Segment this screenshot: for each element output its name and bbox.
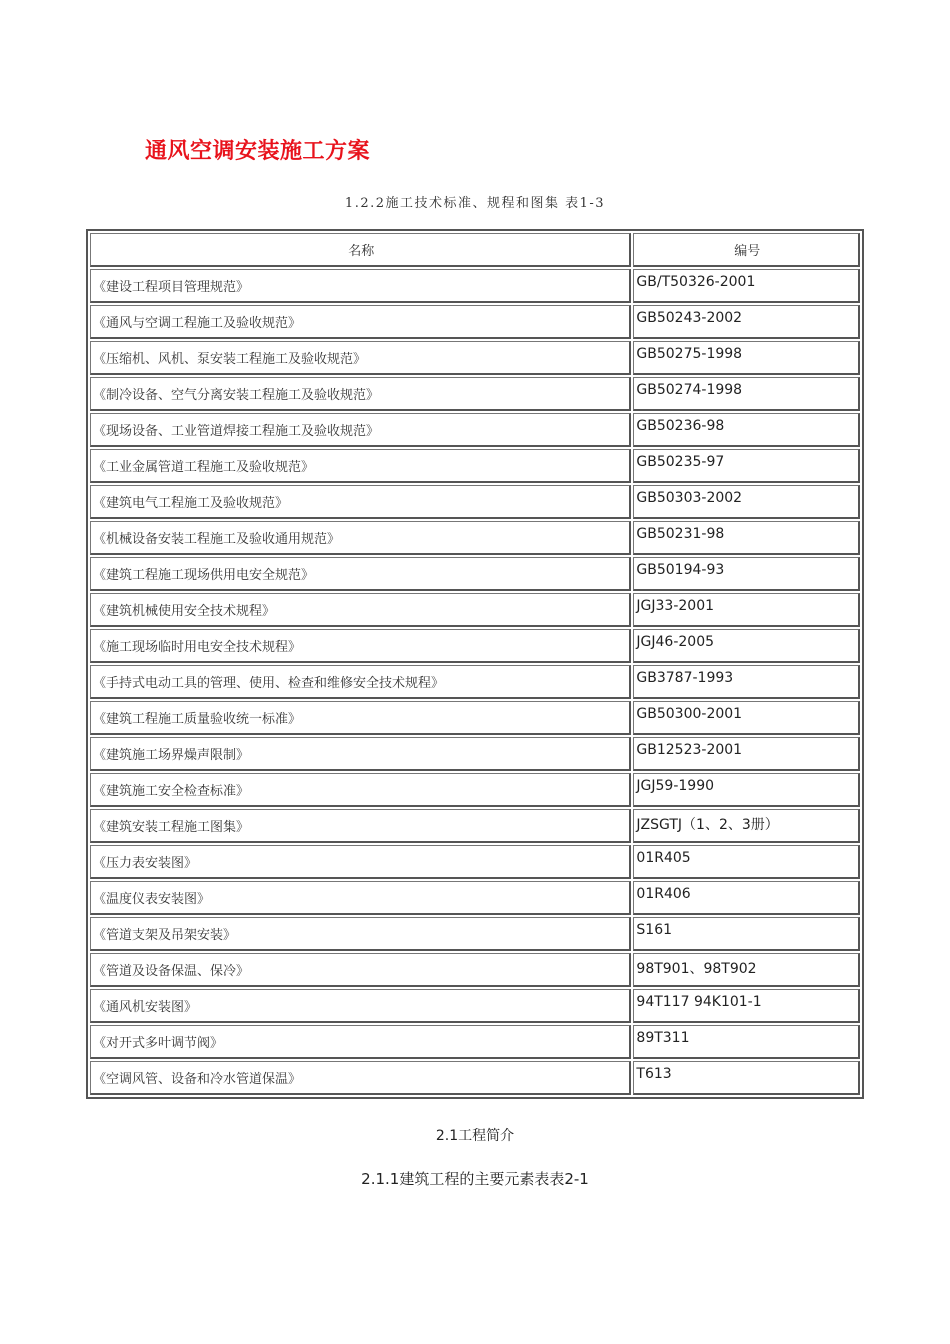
standard-name-cell: 《施工现场临时用电安全技术规程》 xyxy=(90,629,631,663)
standard-code-cell: 98T901、98T902 xyxy=(633,953,860,987)
table-row xyxy=(90,953,860,987)
standard-code-cell: GB50235-97 xyxy=(633,449,860,483)
header-name: 名称 xyxy=(90,233,631,267)
table-row xyxy=(90,341,860,375)
standard-code-cell: GB50275-1998 xyxy=(633,341,860,375)
standard-name-cell: 《压力表安装图》 xyxy=(90,845,631,879)
table-row xyxy=(90,989,860,1023)
standard-name-cell: 《建筑安装工程施工图集》 xyxy=(90,809,631,843)
standard-code-cell: 01R406 xyxy=(633,881,860,915)
standard-code-cell: GB50300-2001 xyxy=(633,701,860,735)
header-code: 编号 xyxy=(633,233,860,267)
table-row xyxy=(90,665,860,699)
table-row xyxy=(90,593,860,627)
table-row xyxy=(90,845,860,879)
standard-code-cell: GB50274-1998 xyxy=(633,377,860,411)
standard-name-cell: 《工业金属管道工程施工及验收规范》 xyxy=(90,449,631,483)
table-row xyxy=(90,881,860,915)
standard-name-cell: 《建设工程项目管理规范》 xyxy=(90,269,631,303)
table-row xyxy=(90,521,860,555)
table-row xyxy=(90,1061,860,1095)
standard-code-cell: JGJ46-2005 xyxy=(633,629,860,663)
standard-name-cell: 《建筑施工安全检查标准》 xyxy=(90,773,631,807)
standard-name-cell: 《机械设备安装工程施工及验收通用规范》 xyxy=(90,521,631,555)
section-heading: 2.1工程简介 xyxy=(435,1128,515,1144)
standard-name-cell: 《通风机安装图》 xyxy=(90,989,631,1023)
subsection-heading: 2.1.1建筑工程的主要元素表表2-1 xyxy=(361,1170,589,1188)
table-row xyxy=(90,485,860,519)
standard-code-cell: GB50236-98 xyxy=(633,413,860,447)
standard-code-cell: JGJ33-2001 xyxy=(633,593,860,627)
standard-code-cell: 89T311 xyxy=(633,1025,860,1059)
standard-code-cell: 94T117 94K101-1 xyxy=(633,989,860,1023)
table-row xyxy=(90,557,860,591)
table-row xyxy=(90,305,860,339)
standard-name-cell: 《空调风管、设备和冷水管道保温》 xyxy=(90,1061,631,1095)
table-caption: 1.2.2施工技术标准、规程和图集 表1-3 xyxy=(344,196,606,211)
standard-name-cell: 《现场设备、工业管道焊接工程施工及验收规范》 xyxy=(90,413,631,447)
standard-code-cell: GB50231-98 xyxy=(633,521,860,555)
standard-name-cell: 《温度仪表安装图》 xyxy=(90,881,631,915)
standard-name-cell: 《对开式多叶调节阀》 xyxy=(90,1025,631,1059)
standard-name-cell: 《压缩机、风机、泵安装工程施工及验收规范》 xyxy=(90,341,631,375)
standard-code-cell: 01R405 xyxy=(633,845,860,879)
standard-name-cell: 《建筑电气工程施工及验收规范》 xyxy=(90,485,631,519)
standard-code-cell: GB12523-2001 xyxy=(633,737,860,771)
standard-name-cell: 《建筑施工场界燥声限制》 xyxy=(90,737,631,771)
table-row xyxy=(90,629,860,663)
table-row xyxy=(90,449,860,483)
standard-name-cell: 《制冷设备、空气分离安装工程施工及验收规范》 xyxy=(90,377,631,411)
table-row xyxy=(90,737,860,771)
standard-name-cell: 《手持式电动工具的管理、使用、检查和维修安全技术规程》 xyxy=(90,665,631,699)
standard-code-cell: GB/T50326-2001 xyxy=(633,269,860,303)
standard-code-cell: GB50303-2002 xyxy=(633,485,860,519)
standard-code-cell: JGJ59-1990 xyxy=(633,773,860,807)
table-row xyxy=(90,701,860,735)
standard-code-cell: S161 xyxy=(633,917,860,951)
standard-name-cell: 《管道及设备保温、保冷》 xyxy=(90,953,631,987)
standard-code-cell: JZSGTJ（1、2、3册） xyxy=(633,809,860,843)
table-header-row xyxy=(90,233,860,267)
table-row xyxy=(90,809,860,843)
standard-name-cell: 《建筑工程施工现场供用电安全规范》 xyxy=(90,557,631,591)
standard-code-cell: GB50243-2002 xyxy=(633,305,860,339)
document-title: 通风空调安装施工方案 xyxy=(145,139,371,164)
standard-name-cell: 《通风与空调工程施工及验收规范》 xyxy=(90,305,631,339)
table-row xyxy=(90,377,860,411)
standard-code-cell: GB50194-93 xyxy=(633,557,860,591)
table-row xyxy=(90,413,860,447)
table-row xyxy=(90,917,860,951)
standard-name-cell: 《管道支架及吊架安装》 xyxy=(90,917,631,951)
table-row xyxy=(90,773,860,807)
standards-table xyxy=(86,229,864,1099)
table-row xyxy=(90,1025,860,1059)
table-row xyxy=(90,269,860,303)
table-body xyxy=(90,269,860,1095)
standard-code-cell: T613 xyxy=(633,1061,860,1095)
standard-code-cell: GB3787-1993 xyxy=(633,665,860,699)
standard-name-cell: 《建筑工程施工质量验收统一标准》 xyxy=(90,701,631,735)
standard-name-cell: 《建筑机械使用安全技术规程》 xyxy=(90,593,631,627)
